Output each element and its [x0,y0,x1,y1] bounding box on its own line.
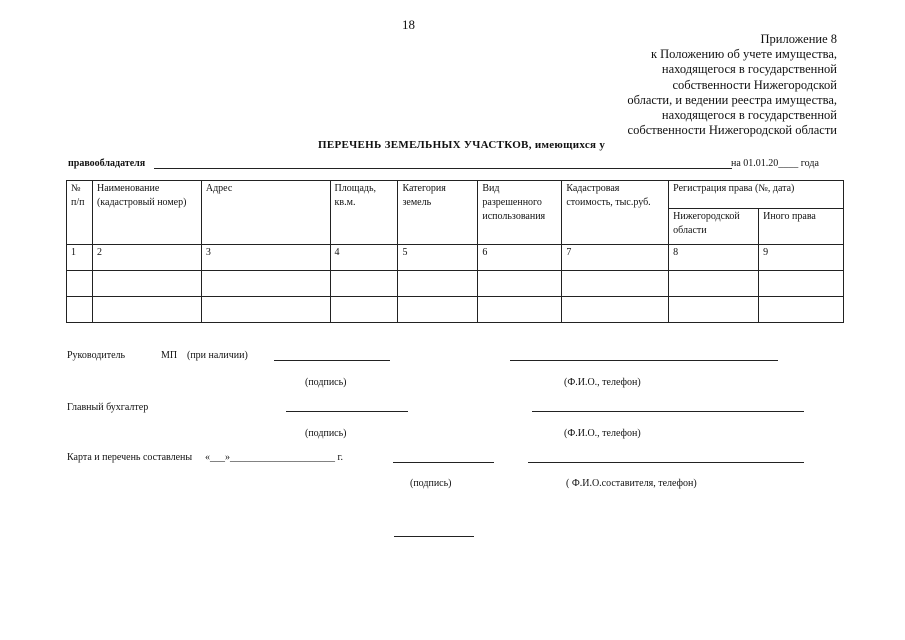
column-number: 1 [67,245,93,271]
mp-label: МП [161,350,178,361]
head-signature-line[interactable] [274,360,390,361]
caption-signature: (подпись) [305,428,347,439]
compiled-date: «___»_____________________ г. [205,452,343,463]
caption-signature: (подпись) [305,377,347,388]
compiled-label: Карта и перечень составлены [67,452,193,463]
column-number: 3 [201,245,330,271]
title-suffix: имеющихся у [534,139,606,151]
table-cell[interactable] [478,297,562,323]
table-cell[interactable] [201,271,330,297]
date-label: на 01.01.20____ года [731,158,819,169]
header-area: Площадь, кв.м. [330,181,398,245]
header-category: Категория земель [398,181,478,245]
table-cell[interactable] [330,297,398,323]
land-plots-table [66,180,844,323]
bottom-line [394,536,474,537]
table-cell[interactable] [759,271,844,297]
table-cell[interactable] [759,297,844,323]
caption-signature: (подпись) [410,478,452,489]
accountant-label: Главный бухгалтер [67,402,149,413]
appendix-line: находящегося в государственной [661,108,837,123]
appendix-line: собственности Нижегородской [672,77,837,92]
caption-fio: (Ф.И.О., телефон) [564,377,641,388]
mp-note: (при наличии) [187,350,248,361]
table-cell[interactable] [669,271,759,297]
header-name: Наименование (кадастровый номер) [92,181,201,245]
column-number: 8 [669,245,759,271]
table-row-numbers [67,245,844,271]
header-reg-other: Иного права [759,209,844,245]
table-cell[interactable] [398,271,478,297]
header-cadastral: Кадастровая стоимость, тыс.руб. [562,181,669,245]
column-number: 4 [330,245,398,271]
compiler-signature-line[interactable] [393,462,494,463]
column-number: 5 [398,245,478,271]
owner-label: правообладателя [68,158,146,169]
table-cell[interactable] [562,297,669,323]
column-number: 7 [562,245,669,271]
appendix-line: собственности Нижегородской области [627,123,837,138]
column-number: 6 [478,245,562,271]
column-number: 2 [92,245,201,271]
table-cell[interactable] [669,297,759,323]
header-usage: Вид разрешенного использования [478,181,562,245]
table-row [67,271,844,297]
appendix-header [577,32,837,138]
table-cell[interactable] [398,297,478,323]
accountant-signature-line[interactable] [286,411,408,412]
header-registration: Регистрация права (№, дата) [669,181,844,209]
table-cell[interactable] [92,271,201,297]
caption-fio: ( Ф.И.О.составителя, телефон) [566,478,697,489]
table-cell[interactable] [67,271,93,297]
table-row [67,297,844,323]
header-address: Адрес [201,181,330,245]
accountant-fio-line[interactable] [532,411,804,412]
header-num: № п/п [67,181,93,245]
head-fio-line[interactable] [510,360,778,361]
appendix-line: Приложение 8 [760,32,837,46]
table-cell[interactable] [562,271,669,297]
table-cell[interactable] [92,297,201,323]
appendix-line: находящегося в государственной [661,62,837,77]
table-cell[interactable] [478,271,562,297]
table-cell[interactable] [201,297,330,323]
caption-fio: (Ф.И.О., телефон) [564,428,641,439]
column-number: 9 [759,245,844,271]
appendix-line: области, и ведении реестра имущества, [627,92,837,107]
owner-input-line [154,168,732,169]
document-title [318,139,605,151]
title-main: ПЕРЕЧЕНЬ ЗЕМЕЛЬНЫХ УЧАСТКОВ, [318,139,532,151]
header-reg-nizhny: Нижегородской области [669,209,759,245]
page-number: 18 [402,17,415,32]
compiler-fio-line[interactable] [528,462,804,463]
appendix-line: к Положению об учете имущества, [650,47,837,62]
table-cell[interactable] [330,271,398,297]
head-label: Руководитель [67,350,126,361]
table-cell[interactable] [67,297,93,323]
